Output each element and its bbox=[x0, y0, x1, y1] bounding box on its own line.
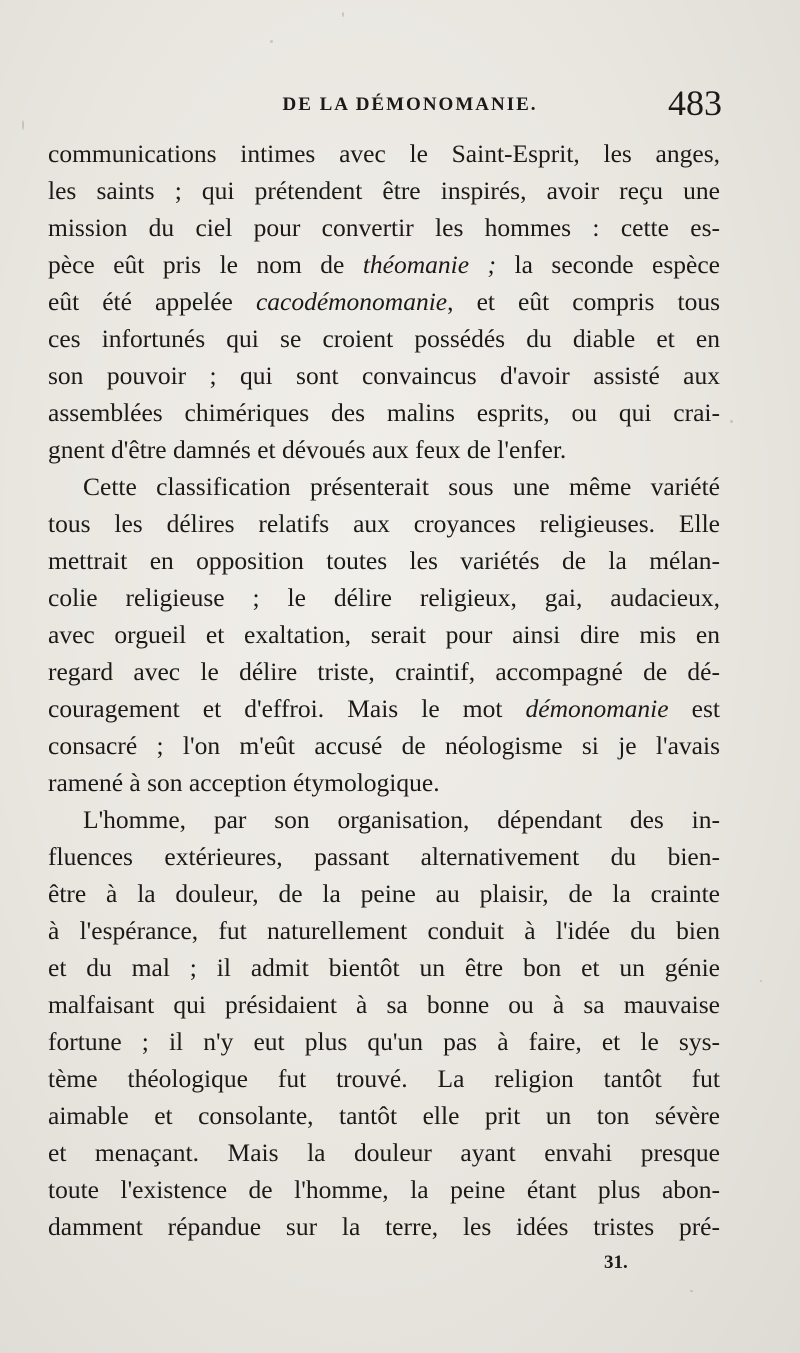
text-line: fluences extérieures, passant alternativement du bien- bbox=[48, 842, 720, 871]
text-line: tème théologique fut trouvé. La religion tantôt fut bbox=[48, 1064, 720, 1093]
text-line: damment répandue sur la terre, les idées tristes pré- bbox=[48, 1212, 720, 1241]
running-title: DE LA DÉMONOMANIE. bbox=[282, 94, 538, 115]
page-header bbox=[0, 83, 800, 128]
body-text bbox=[48, 135, 720, 1245]
paper-speck bbox=[760, 980, 762, 982]
italic-term: démonomanie bbox=[525, 694, 669, 723]
text-line: consacré ; l'on m'eût accusé de néologisme si je l'avais bbox=[48, 731, 720, 760]
signature-mark: 31. bbox=[604, 1252, 628, 1273]
text-line: à l'espérance, fut naturellement conduit à l'idée du bien bbox=[48, 916, 720, 945]
text-line: avec orgueil et exaltation, serait pour ainsi dire mis en bbox=[48, 620, 720, 649]
text-line: son pouvoir ; qui sont convaincus d'avoir assisté aux bbox=[48, 361, 720, 390]
text-line: malfaisant qui présidaient à sa bonne ou à sa mauvaise bbox=[48, 990, 720, 1019]
italic-term: cacodémonomanie bbox=[255, 287, 448, 316]
text-line: les saints ; qui prétendent être inspirés, avoir reçu une bbox=[48, 176, 720, 205]
text-line: colie religieuse ; le délire religieux, gai, audacieux, bbox=[48, 583, 720, 612]
text-line: mission du ciel pour convertir les hommes : cette es- bbox=[48, 213, 720, 242]
text-line: gnent d'être damnés et dévoués aux feux de l'enfer. bbox=[48, 435, 567, 464]
text-line: communications intimes avec le Saint-Esprit, les anges, bbox=[48, 139, 720, 168]
paper-speck bbox=[730, 420, 733, 423]
text-line: et menaçant. Mais la douleur ayant envahi presque bbox=[48, 1138, 720, 1167]
text-line: regard avec le délire triste, craintif, accompagné de dé- bbox=[48, 657, 720, 686]
paragraph-first-line: L'homme, par son organisation, dépendant des in- bbox=[83, 805, 720, 834]
text-line: mettrait en opposition toutes les variétés de la mélan- bbox=[48, 546, 720, 575]
text-line: fortune ; il n'y eut plus qu'un pas à faire, et le sys- bbox=[48, 1027, 720, 1056]
paragraph-first-line: Cette classification présenterait sous une même variété bbox=[83, 472, 720, 501]
text-line: eût été appelée cacodémonomanie, et eût compris tous bbox=[48, 287, 721, 316]
text-line: pèce eût pris le nom de théomanie ; la seconde espèce bbox=[48, 250, 720, 279]
text-line: aimable et consolante, tantôt elle prit un ton sévère bbox=[48, 1101, 720, 1130]
page-number: 483 bbox=[668, 83, 722, 123]
text-line: tous les délires relatifs aux croyances religieuses. Elle bbox=[48, 509, 720, 538]
text-line: toute l'existence de l'homme, la peine étant plus abon- bbox=[48, 1175, 720, 1204]
text-line: ces infortunés qui se croient possédés du diable et en bbox=[48, 324, 720, 353]
text-line: et du mal ; il admit bientôt un être bon et un génie bbox=[48, 953, 720, 982]
paper-speck bbox=[342, 12, 344, 17]
text-line: assemblées chimériques des malins esprits, ou qui crai- bbox=[48, 398, 720, 427]
italic-term: théomanie ; bbox=[362, 250, 497, 279]
paper-speck bbox=[270, 40, 273, 43]
text-line: être à la douleur, de la peine au plaisir, de la crainte bbox=[48, 879, 720, 908]
text-line: couragement et d'effroi. Mais le mot démonomanie est bbox=[48, 694, 721, 723]
paper-speck bbox=[690, 1290, 693, 1292]
text-line: ramené à son acception étymologique. bbox=[48, 768, 440, 797]
